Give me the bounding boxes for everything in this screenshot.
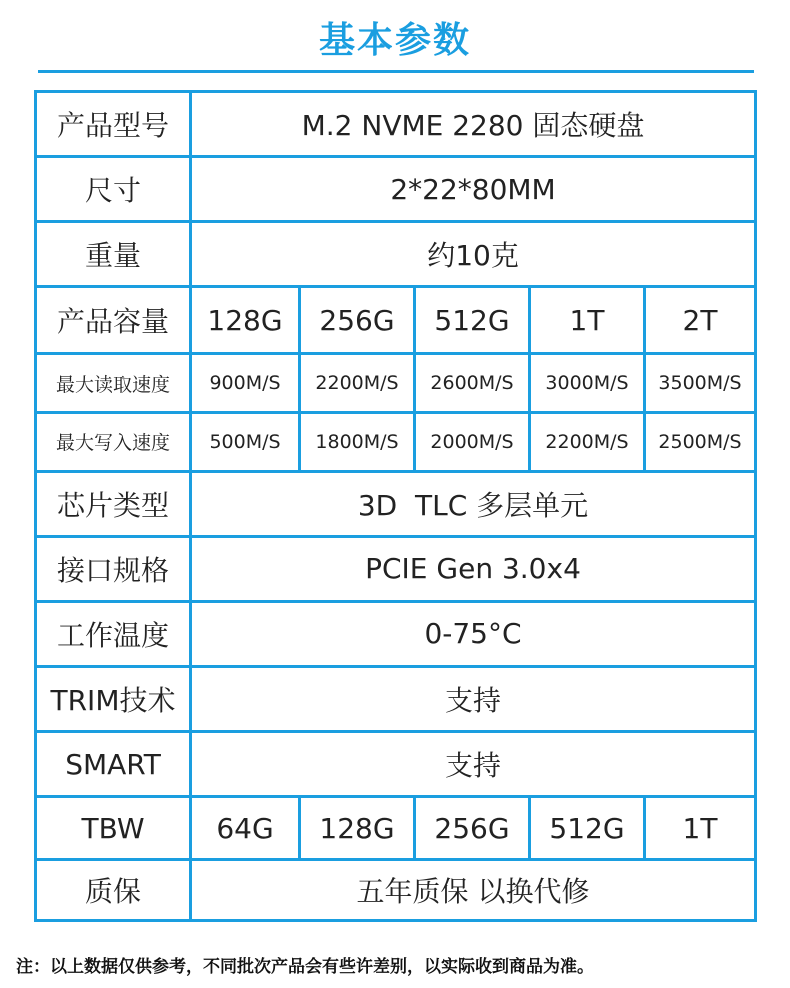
table-row-model bbox=[36, 92, 756, 157]
row-value-model: M.2 NVME 2280 固态硬盘 bbox=[191, 92, 756, 157]
row-label-size: 尺寸 bbox=[36, 157, 191, 222]
row-label-capacity: 产品容量 bbox=[36, 287, 191, 354]
table-row-temperature bbox=[36, 601, 756, 666]
table-row-warranty bbox=[36, 860, 756, 921]
write-speed-cell: 500M/S bbox=[191, 413, 300, 472]
row-value-smart: 支持 bbox=[191, 732, 756, 797]
row-label-weight: 重量 bbox=[36, 222, 191, 287]
row-value-size: 2*22*80MM bbox=[191, 157, 756, 222]
table-row-smart bbox=[36, 732, 756, 797]
row-label-write-speed: 最大写入速度 bbox=[36, 413, 191, 472]
table-row-read-speed bbox=[36, 354, 756, 413]
write-speed-cell: 2500M/S bbox=[645, 413, 756, 472]
table-row-write-speed bbox=[36, 413, 756, 472]
row-value-temperature: 0-75°C bbox=[191, 601, 756, 666]
table-row-tbw bbox=[36, 797, 756, 860]
row-label-tbw: TBW bbox=[36, 797, 191, 860]
capacity-cell: 512G bbox=[415, 287, 530, 354]
row-label-trim: TRIM技术 bbox=[36, 666, 191, 731]
table-row-chip bbox=[36, 471, 756, 536]
read-speed-cell: 3500M/S bbox=[645, 354, 756, 413]
page-title: 基本参数 bbox=[318, 20, 471, 61]
tbw-cell: 128G bbox=[300, 797, 415, 860]
read-speed-cell: 2200M/S bbox=[300, 354, 415, 413]
capacity-cell: 128G bbox=[191, 287, 300, 354]
table-row-capacity bbox=[36, 287, 756, 354]
write-speed-cell: 1800M/S bbox=[300, 413, 415, 472]
row-label-warranty: 质保 bbox=[36, 860, 191, 921]
tbw-cell: 1T bbox=[645, 797, 756, 860]
title-divider bbox=[38, 70, 754, 73]
row-label-read-speed: 最大读取速度 bbox=[36, 354, 191, 413]
capacity-cell: 256G bbox=[300, 287, 415, 354]
row-label-smart: SMART bbox=[36, 732, 191, 797]
spec-table bbox=[34, 90, 757, 922]
table-row-trim bbox=[36, 666, 756, 731]
write-speed-cell: 2200M/S bbox=[530, 413, 645, 472]
capacity-cell: 2T bbox=[645, 287, 756, 354]
row-label-chip: 芯片类型 bbox=[36, 471, 191, 536]
write-speed-cell: 2000M/S bbox=[415, 413, 530, 472]
read-speed-cell: 2600M/S bbox=[415, 354, 530, 413]
read-speed-cell: 3000M/S bbox=[530, 354, 645, 413]
read-speed-cell: 900M/S bbox=[191, 354, 300, 413]
row-value-chip: 3D TLC 多层单元 bbox=[191, 471, 756, 536]
tbw-cell: 256G bbox=[415, 797, 530, 860]
tbw-cell: 512G bbox=[530, 797, 645, 860]
row-label-temperature: 工作温度 bbox=[36, 601, 191, 666]
row-value-weight: 约10克 bbox=[191, 222, 756, 287]
row-label-interface: 接口规格 bbox=[36, 536, 191, 601]
row-value-trim: 支持 bbox=[191, 666, 756, 731]
capacity-cell: 1T bbox=[530, 287, 645, 354]
table-row-weight bbox=[36, 222, 756, 287]
table-row-size bbox=[36, 157, 756, 222]
row-value-interface: PCIE Gen 3.0x4 bbox=[191, 536, 756, 601]
table-row-interface bbox=[36, 536, 756, 601]
tbw-cell: 64G bbox=[191, 797, 300, 860]
row-label-model: 产品型号 bbox=[36, 92, 191, 157]
row-value-warranty: 五年质保 以换代修 bbox=[191, 860, 756, 921]
disclaimer-note: 注：以上数据仅供参考，不同批次产品会有些许差别，以实际收到商品为准。 bbox=[16, 957, 594, 977]
